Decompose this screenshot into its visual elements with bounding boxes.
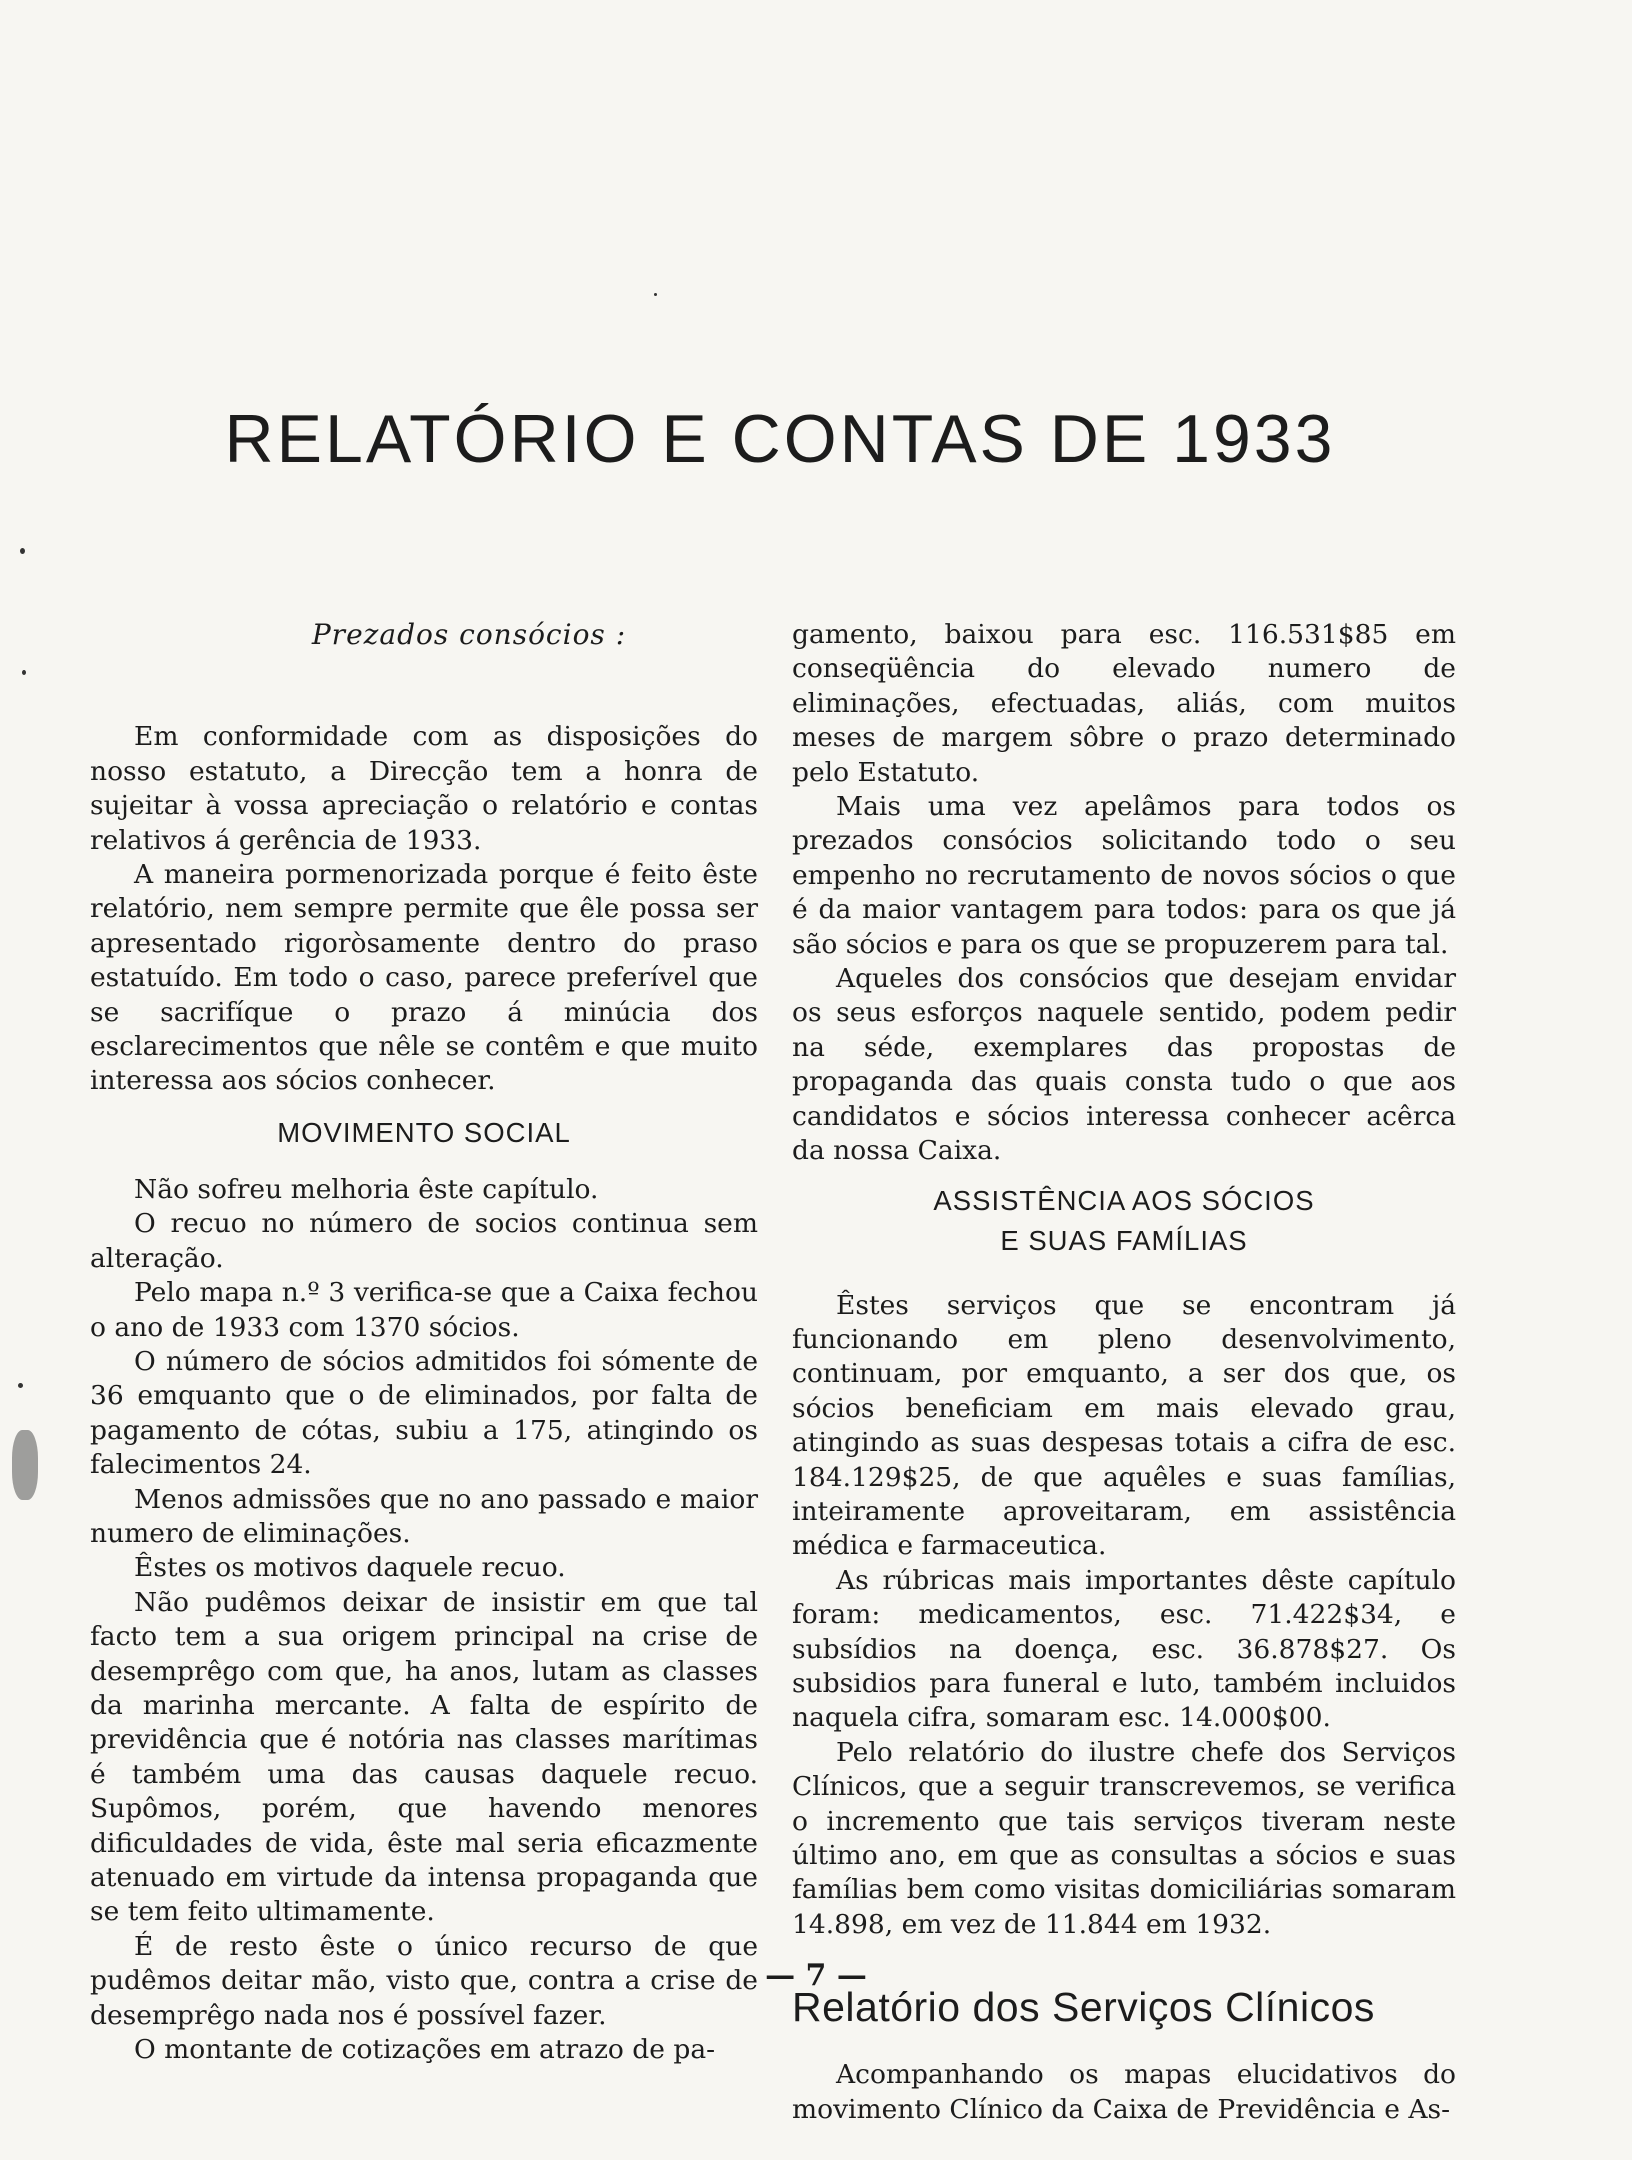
- paragraph: É de resto êste o único recurso de que pudêmos deitar mão, visto que, contra a crise de desemprêgo nada nos é possível fazer.: [90, 1930, 758, 2031]
- section-heading-assistencia: [792, 1181, 1456, 1261]
- paragraph: Não pudêmos deixar de insistir em que tal facto tem a sua origem principal na crise de desemprêgo com que, ha anos, lutam as classes da marinha mercante. A falta de espírito de previdência que é notória nas classes marítimas é também uma das causas daquele recuo. Supômos, porém, que havendo menores dificuldades de vida, êste mal seria eficazmente atenuado em virtude da intensa propaganda que se tem feito ultimamente.: [90, 1586, 758, 1928]
- section-heading-movimento-social: MOVIMENTO SOCIAL: [277, 1116, 571, 1148]
- paragraph: Mais uma vez apelâmos para todos os prezados consócios solicitando todo o seu empenho no recrutamento de novos sócios o que é da maior vantagem para todos: para os que já são sócios e para os que se propuzerem para tal.: [792, 791, 1456, 960]
- left-column: [90, 610, 758, 2067]
- salutation: Prezados consócios :: [311, 618, 627, 651]
- right-column: [792, 618, 1456, 2127]
- paragraph: O montante de cotizações em atrazo de pa-: [134, 2034, 716, 2066]
- scan-speck: [654, 293, 657, 296]
- paragraph: Êstes os motivos daquele recuo.: [134, 1552, 566, 1584]
- paragraph: Menos admissões que no ano passado e maior numero de eliminações.: [90, 1483, 758, 1549]
- page-number: — 7 —: [765, 1958, 867, 1993]
- scan-speck: [20, 548, 25, 554]
- paragraph: Aqueles dos consócios que desejam envidar os seus esforços naquele sentido, podem pedir na séde, exemplares das propostas de propaganda das quais consta tudo o que aos candidatos e sócios interessa conhecer acêrca da nossa Caixa.: [792, 963, 1456, 1167]
- paragraph: Êstes serviços que se encontram já funcionando em pleno desenvolvimento, continuam, por emquanto, a ser dos que, os sócios beneficiam em mais elevado grau, atingindo as suas despesas totais a cifra de esc. 184.129$25, de que aquêles e suas famílias, inteiramente aproveitaram, em assistência médica e farmaceutica.: [792, 1289, 1456, 1562]
- heading-line: ASSISTÊNCIA AOS SÓCIOS: [933, 1184, 1315, 1216]
- paragraph: gamento, baixou para esc. 116.531$85 em conseqüência do elevado numero de eliminações, efectuadas, aliás, com muitos meses de margem sôbre o prazo determinado pelo Estatuto.: [792, 619, 1456, 788]
- paragraph: O recuo no número de socios continua sem alteração.: [90, 1208, 758, 1274]
- scan-speck: [22, 670, 26, 675]
- paragraph: Acompanhando os mapas elucidativos do movimento Clínico da Caixa de Previdência e As-: [792, 2059, 1456, 2125]
- scan-speck: [12, 1430, 38, 1500]
- paragraph: O número de sócios admitidos foi sómente de 36 emquanto que o de eliminados, por falta de pagamento de cótas, subiu a 175, atingindo os falecimentos 24.: [90, 1345, 758, 1481]
- paragraph: Não sofreu melhoria êste capítulo.: [134, 1173, 599, 1205]
- paragraph: As rúbricas mais importantes dêste capítulo foram: medicamentos, esc. 71.422$34, e subsídios na doença, esc. 36.878$27. Os subsidios para funeral e luto, também incluidos naquela cifra, somaram esc. 14.000$00.: [792, 1564, 1456, 1734]
- paragraph: Pelo mapa n.º 3 verifica-se que a Caixa fechou o ano de 1933 com 1370 sócios.: [90, 1277, 758, 1343]
- paragraph: Em conformidade com as disposições do nosso estatuto, a Direcção tem a honra de sujeitar à vossa apreciação o relatório e contas relativos á gerência de 1933.: [90, 721, 758, 856]
- page-title: RELATÓRIO E CONTAS DE 1933: [224, 401, 1336, 477]
- section-heading-servicos-clinicos: Relatório dos Serviços Clínicos: [792, 1984, 1375, 2031]
- scan-speck: [18, 1383, 23, 1388]
- heading-line: E SUAS FAMÍLIAS: [1000, 1224, 1248, 1256]
- paragraph: Pelo relatório do ilustre chefe dos Serviços Clínicos, que a seguir transcrevemos, se verifica o incremento que tais serviços tiveram neste último ano, em que as consultas a sócios e suas famílias bem como visitas domiciliárias somaram 14.898, em vez de 11.844 em 1932.: [792, 1736, 1456, 1940]
- paragraph: A maneira pormenorizada porque é feito êste relatório, nem sempre permite que êle possa ser apresentado rigoròsamente dentro do praso estatuído. Em todo o caso, parece preferível que se sacrifíque o prazo á minúcia dos esclarecimentos que nêle se contêm e que muito interessa aos sócios conhecer.: [90, 859, 758, 1097]
